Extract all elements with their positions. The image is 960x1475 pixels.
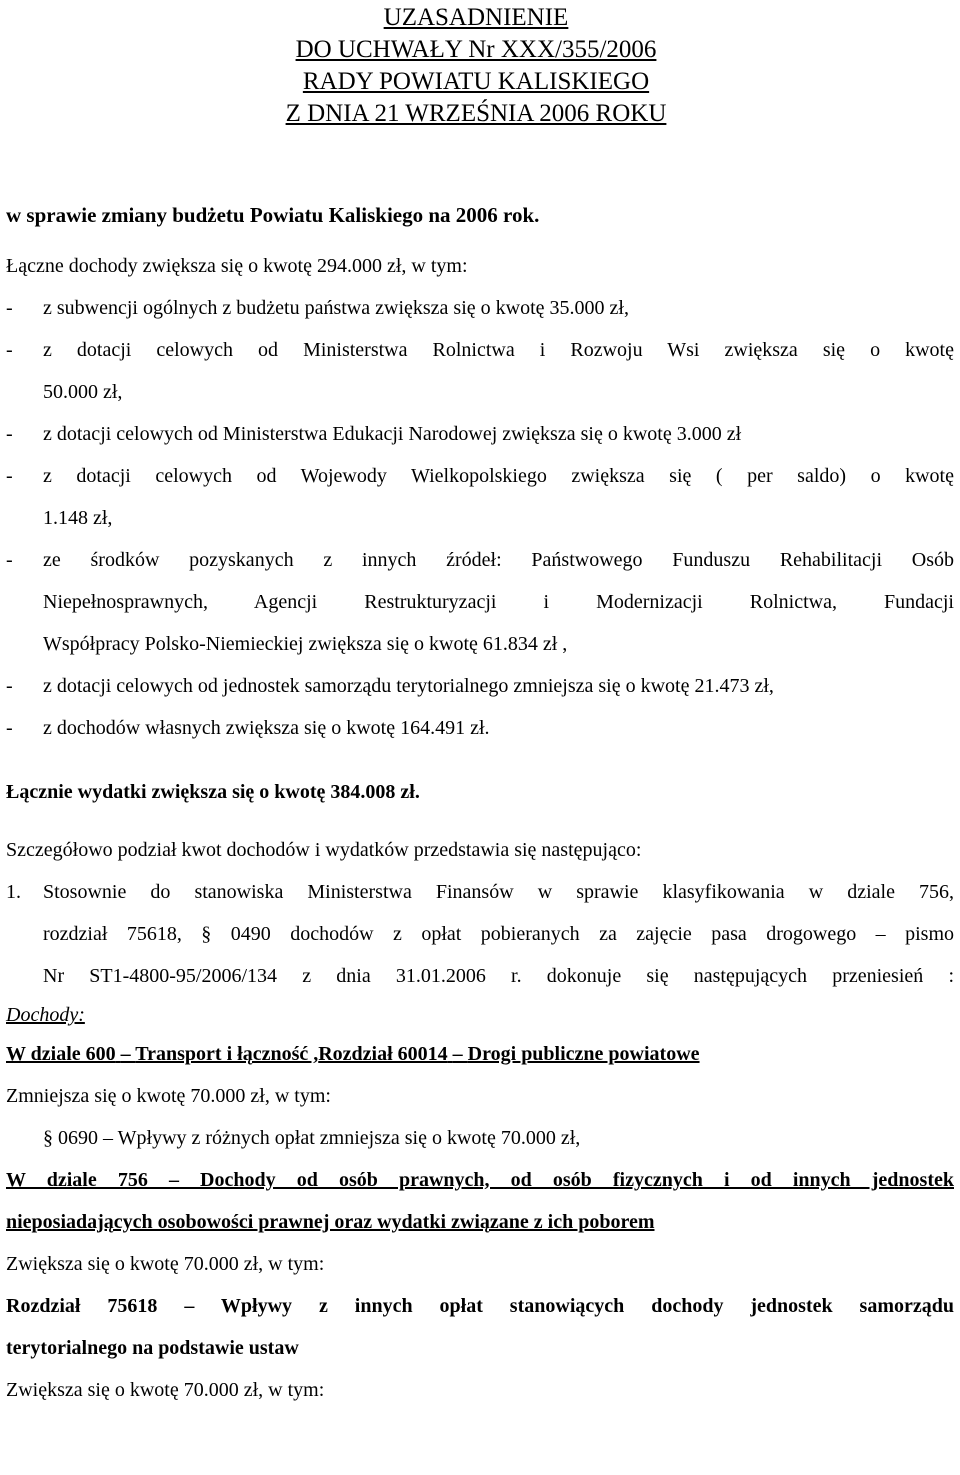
list-dash: - xyxy=(6,465,13,487)
list-dash: - xyxy=(6,549,13,571)
income-item-text-cont: Niepełnosprawnych, Agencji Restrukturyzacji i Modernizacji Rolnictwa, Fundacji xyxy=(43,591,954,613)
income-item-text-cont: 50.000 zł, xyxy=(43,381,123,403)
income-item xyxy=(6,329,954,413)
point-1-text-cont: Nr ST1-4800-95/2006/134 z dnia 31.01.2006 r. dokonuje się następujących przeniesień : xyxy=(43,965,954,987)
dzial-600-name: Transport i łączność , xyxy=(135,1043,319,1065)
income-item-text: z dotacji celowych od Ministerstwa Rolnictwa i Rozwoju Wsi zwiększa się o kwotę xyxy=(43,339,954,361)
income-item xyxy=(6,455,954,539)
title-line-4: Z DNIA 21 WRZEŚNIA 2006 ROKU xyxy=(285,100,667,127)
list-dash: - xyxy=(6,339,13,361)
point-1 xyxy=(6,871,954,997)
income-total: Łączne dochody zwiększa się o kwotę 294.000 zł, w tym: xyxy=(6,255,468,277)
income-item-text-cont: Współpracy Polsko-Niemieckiej zwiększa się o kwotę 61.834 zł , xyxy=(43,633,568,655)
point-1-text-cont: rozdział 75618, § 0490 dochodów z opłat pobieranych za zajęcie pasa drogowego – pismo xyxy=(43,923,954,945)
income-item xyxy=(6,287,954,329)
rozdzial-60014-name: Drogi publiczne powiatowe xyxy=(467,1043,700,1065)
list-dash: - xyxy=(6,297,13,319)
document-title xyxy=(0,2,954,130)
dzial-600-number: W dziale 600 xyxy=(6,1043,116,1065)
income-item xyxy=(6,539,954,665)
section-dzial-756: W dziale 756 – Dochody od osób prawnych, od osób fizycznych i od innych jednostek xyxy=(6,1169,954,1191)
list-dash: - xyxy=(6,675,13,697)
expense-total: Łącznie wydatki zwiększa się o kwotę 384.008 zł. xyxy=(6,781,420,803)
point-1-text: Stosownie do stanowiska Ministerstwa Finansów w sprawie klasyfikowania w dziale 756, xyxy=(43,881,954,903)
list-dash: - xyxy=(6,717,13,739)
item-0690: § 0690 – Wpływy z różnych opłat zmniejsza się o kwotę 70.000 zł, xyxy=(43,1127,581,1149)
decrease-line: Zmniejsza się o kwotę 70.000 zł, w tym: xyxy=(6,1085,331,1107)
income-item-text-cont: 1.148 zł, xyxy=(43,507,113,529)
increase-line: Zwiększa się o kwotę 70.000 zł, w tym: xyxy=(6,1379,325,1401)
income-item-text: z dochodów własnych zwiększa się o kwotę 164.491 zł. xyxy=(43,717,490,739)
list-dash: - xyxy=(6,423,13,445)
point-number: 1. xyxy=(6,881,21,903)
title-line-2: DO UCHWAŁY Nr XXX/355/2006 xyxy=(295,36,657,63)
title-line-1: UZASADNIENIE xyxy=(383,4,569,31)
income-item-text: ze środków pozyskanych z innych źródeł: Państwowego Funduszu Rehabilitacji Osób xyxy=(43,549,954,571)
rozdzial-60014-number: Rozdział 60014 xyxy=(318,1043,448,1065)
title-line-3: RADY POWIATU KALISKIEGO xyxy=(302,68,650,95)
section-rozdzial-75618-cont: terytorialnego na podstawie ustaw xyxy=(6,1337,299,1359)
section-dzial-756-cont: nieposiadających osobowości prawnej oraz wydatki związane z ich poborem xyxy=(6,1211,655,1233)
income-item xyxy=(6,413,954,455)
income-item xyxy=(6,707,954,749)
income-item xyxy=(6,665,954,707)
income-item-text: z subwencji ogólnych z budżetu państwa zwiększa się o kwotę 35.000 zł, xyxy=(43,297,629,319)
details-intro: Szczegółowo podział kwot dochodów i wydatków przedstawia się następująco: xyxy=(6,839,642,861)
section-dzial-600: W dziale 600 – Transport i łączność ,Rozdział 60014 – Drogi publiczne powiatowe xyxy=(6,1043,700,1065)
income-item-text: z dotacji celowych od jednostek samorządu terytorialnego zmniejsza się o kwotę 21.473 zł, xyxy=(43,675,774,697)
increase-line: Zwiększa się o kwotę 70.000 zł, w tym: xyxy=(6,1253,325,1275)
income-item-text: z dotacji celowych od Wojewody Wielkopolskiego zwiększa się ( per saldo) o kwotę xyxy=(43,465,954,487)
document-page xyxy=(6,0,954,1411)
section-rozdzial-75618: Rozdział 75618 – Wpływy z innych opłat stanowiących dochody jednostek samorządu xyxy=(6,1295,954,1317)
dochody-heading: Dochody: xyxy=(6,1004,85,1026)
income-item-text: z dotacji celowych od Ministerstwa Edukacji Narodowej zwiększa się o kwotę 3.000 zł xyxy=(43,423,742,445)
document-subject: w sprawie zmiany budżetu Powiatu Kaliskiego na 2006 rok. xyxy=(6,203,540,227)
